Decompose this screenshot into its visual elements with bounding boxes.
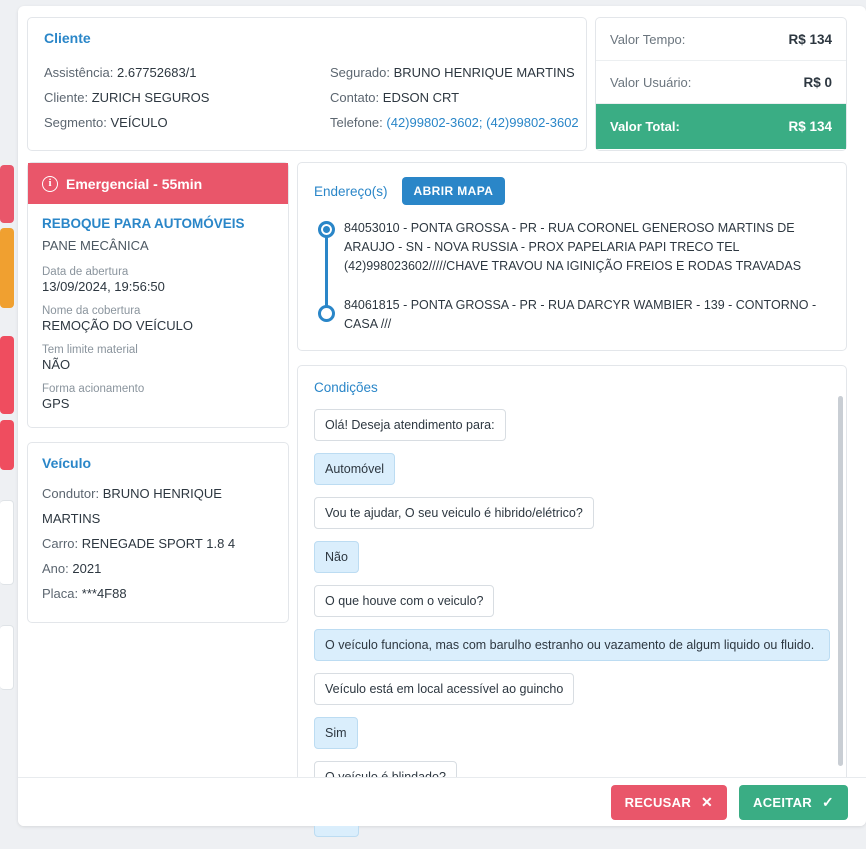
value-row-total <box>596 104 846 149</box>
value-row-tempo <box>596 18 846 61</box>
chat-bubble: Sim <box>314 717 358 749</box>
client-fields-right <box>330 60 590 135</box>
field-condutor-label: Condutor: <box>42 486 100 501</box>
field-telefone-label: Telefone: <box>330 115 383 130</box>
chat-bubble: Vou te ajudar, O seu veiculo é hibrido/elétrico? <box>314 497 594 529</box>
destination-address: 84061815 - PONTA GROSSA - PR - RUA DARCYR WAMBIER - 139 - CONTORNO - CASA /// <box>344 298 817 331</box>
emergency-header <box>28 163 288 204</box>
chat-bubble: Olá! Deseja atendimento para: <box>314 409 506 441</box>
service-title: REBOQUE PARA AUTOMÓVEIS <box>42 216 245 231</box>
address-card <box>297 162 847 351</box>
right-column <box>297 162 847 805</box>
client-fields-left <box>44 60 334 135</box>
chat-bubble: Veículo está em local acessível ao guincho <box>314 673 574 705</box>
label-data-abertura: Data de abertura <box>42 266 129 278</box>
field-contato-label: Contato: <box>330 90 380 105</box>
info-icon: i <box>42 176 58 192</box>
destination-dot-icon <box>318 305 335 322</box>
value-usuario-label: Valor Usuário: <box>610 74 692 90</box>
origin-address: 84053010 - PONTA GROSSA - PR - RUA CORONEL GENEROSO MARTINS DE ARAUJO - SN - NOVA RUSSIA - PROX PAPELARIA PAPI TRECO TEL (42)998023602/////CHAVE TRAVOU NA IGINIÇÃO FREIOS E RODAS TRAVADAS <box>344 221 802 273</box>
conditions-scrollbar[interactable] <box>838 396 843 766</box>
background-card-stub-6[interactable] <box>0 625 14 690</box>
field-placa-label: Placa: <box>42 586 79 601</box>
client-card <box>27 17 587 151</box>
background-card-stub-5[interactable] <box>0 500 14 585</box>
field-carro <box>42 531 274 556</box>
address-connector-line <box>325 228 328 308</box>
field-contato-value: EDSON CRT <box>382 90 460 105</box>
field-segurado-label: Segurado: <box>330 65 390 80</box>
value-total-label: Valor Total: <box>610 119 680 134</box>
address-label: Endereço(s) <box>314 183 388 199</box>
field-assistencia <box>44 60 334 85</box>
chat-bubble: O veículo funciona, mas com barulho estranho ou vazamento de algum liquido ou fluido. <box>314 629 830 661</box>
conditions-title: Condições <box>314 380 378 395</box>
background-card-stub-4[interactable] <box>0 420 14 470</box>
address-list <box>314 219 830 334</box>
field-segmento-label: Segmento: <box>44 115 107 130</box>
value-data-abertura: 13/09/2024, 19:56:50 <box>42 279 165 294</box>
refuse-button-label: RECUSAR <box>624 794 692 810</box>
accept-button-label: ACEITAR <box>753 794 812 810</box>
conditions-card <box>297 365 847 805</box>
field-placa <box>42 581 274 606</box>
phone-link[interactable]: (42)99802-3602; (42)99802-3602 <box>386 115 579 130</box>
value-usuario-amount: R$ 0 <box>803 74 832 90</box>
background-card-stub-1[interactable] <box>0 165 14 223</box>
background-card-stub-3[interactable] <box>0 336 14 414</box>
emergency-body <box>28 204 288 427</box>
field-assistencia-label: Assistência: <box>44 65 114 80</box>
client-card-title: Cliente <box>44 30 91 46</box>
field-segmento-value: VEÍCULO <box>110 115 168 130</box>
field-segmento <box>44 110 334 135</box>
value-limite-material: NÃO <box>42 357 71 372</box>
field-contato <box>330 85 590 110</box>
field-carro-value: RENEGADE SPORT 1.8 4 <box>81 536 236 551</box>
chat-bubble: Não <box>314 541 359 573</box>
field-ano <box>42 556 274 581</box>
chat-bubble: O que houve com o veiculo? <box>314 585 494 617</box>
field-condutor <box>42 481 274 531</box>
address-header <box>314 177 830 205</box>
check-icon: ✓ <box>821 793 834 810</box>
vehicle-card-title: Veículo <box>42 455 92 471</box>
value-tempo-label: Valor Tempo: <box>610 31 686 47</box>
accept-button[interactable] <box>739 785 848 820</box>
close-icon: ✕ <box>701 793 714 810</box>
value-nome-cobertura: REMOÇÃO DO VEÍCULO <box>42 318 193 333</box>
value-tempo-amount: R$ 134 <box>788 31 832 47</box>
label-forma-acionamento: Forma acionamento <box>42 383 145 395</box>
footer-actions <box>18 777 866 826</box>
vehicle-card <box>27 442 289 623</box>
field-ano-label: Ano: <box>42 561 69 576</box>
field-carro-label: Carro: <box>42 536 79 551</box>
field-cliente-value: ZURICH SEGUROS <box>91 90 210 105</box>
field-condutor-value: BRUNO HENRIQUE MARTINS <box>42 486 222 526</box>
value-row-usuario <box>596 61 846 104</box>
refuse-button[interactable] <box>611 785 727 820</box>
chat-bubble: Automóvel <box>314 453 395 485</box>
value-forma-acionamento: GPS <box>42 396 70 411</box>
value-total-amount: R$ 134 <box>788 119 832 134</box>
label-limite-material: Tem limite material <box>42 344 138 356</box>
field-cliente-label: Cliente: <box>44 90 89 105</box>
field-telefone <box>330 110 590 135</box>
field-cliente <box>44 85 334 110</box>
service-subtitle: PANE MECÂNICA <box>42 238 149 253</box>
values-card <box>595 17 847 151</box>
emergency-header-label: Emergencial - 55min <box>66 175 203 192</box>
emergency-card <box>27 162 289 428</box>
field-segurado <box>330 60 590 85</box>
open-map-button[interactable]: ABRIR MAPA <box>402 177 506 205</box>
origin-dot-icon <box>318 221 335 238</box>
field-assistencia-value: 2.67752683/1 <box>117 65 197 80</box>
field-ano-value: 2021 <box>72 561 102 576</box>
left-column <box>27 162 289 623</box>
field-segurado-value: BRUNO HENRIQUE MARTINS <box>393 65 575 80</box>
background-card-stub-2[interactable] <box>0 228 14 308</box>
label-nome-cobertura: Nome da cobertura <box>42 305 141 317</box>
field-placa-value: ***4F88 <box>81 586 127 601</box>
